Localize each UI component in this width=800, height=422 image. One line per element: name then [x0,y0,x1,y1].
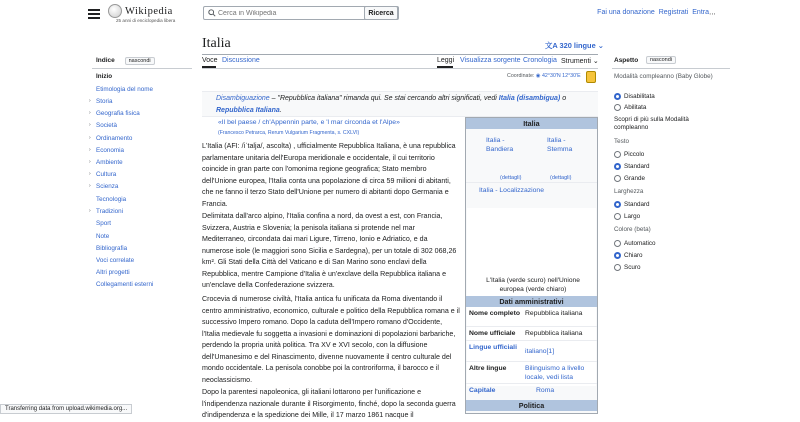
toc-item-label: Tradizioni [96,208,124,215]
birthday-enabled-radio[interactable] [614,104,621,111]
toc-item-label: Collegamenti esterni [96,281,154,288]
italian-language-link[interactable]: italiano[1] [525,348,555,355]
toc-item[interactable] [96,196,126,203]
logo-wordmark: Wikipedia [125,6,173,17]
toc-item[interactable] [89,122,118,129]
intro-paragraph-4: Dopo la parentesi napoleonica, gli italiani lottarono per l'unificazione e l'indipendenza nazionale durante il Risorgimento, finché, dopo la seconda guerra d'indipendenza e la spedizione dei Mille, il 17 marzo 1861 nacque il [202,388,456,419]
tab-visualizza-sorgente[interactable]: Visualizza sorgente [460,57,521,64]
birthday-disabled-radio[interactable] [614,93,621,100]
search-input[interactable] [218,8,366,18]
capital-link[interactable]: Capitale [469,387,496,394]
row-key: Nome completo [469,310,520,317]
coordinates-label: Coordinate: [507,73,535,79]
chevron-right-icon[interactable]: › [89,135,91,141]
color-label: Colore (beta) [614,226,651,233]
tab-strumenti[interactable] [561,57,599,65]
width-standard-radio[interactable] [614,201,621,208]
color-light-label: Chiaro [624,252,643,259]
login-link[interactable]: Entra [692,9,709,16]
text-standard-label: Standard [624,163,650,170]
birthday-enabled-label: Abilitata [624,104,647,111]
logo-tagline: 25 anni di enciclopedia libera [116,18,176,23]
epigraph-quote [218,118,400,138]
globe-logo-icon [108,4,122,18]
toc-hide-button[interactable]: nascondi [125,57,155,65]
language-icon: 文A [545,41,558,50]
toc-item[interactable] [96,269,130,276]
birthday-learn-more-link[interactable]: Scopri di più sulla Modalità compleanno [614,116,689,131]
row-key: Altre lingue [469,365,507,372]
hatnote-text: – "Repubblica italiana" rimanda qui. Se stai cercando altri significati, vedi [269,95,499,102]
toc-item[interactable] [89,159,123,166]
quote-line: «Il bel paese / ch'Appennin parte, e 'l mar circonda et l'Alpe» [218,119,400,126]
location-map-link[interactable]: Italia - Localizzazione [479,187,544,194]
flag-link[interactable]: Italia - Bandiera [486,137,514,153]
toc-item[interactable] [89,135,133,142]
toc-item-label: Sport [96,220,112,227]
chevron-right-icon[interactable]: › [89,122,91,128]
tab-voce[interactable]: Voce [202,57,218,64]
toc-item-label: Note [96,233,110,240]
main-menu-button[interactable] [88,9,100,19]
chevron-right-icon[interactable]: › [89,159,91,165]
quote-source: (Francesco Petrarca, Rerum Vulgarium Fragmenta, s. CXLVI) [218,130,360,136]
repubblica-italiana-link[interactable]: Repubblica Italiana [216,107,280,114]
create-account-link[interactable]: Registrati [658,9,689,16]
toc-item[interactable] [89,208,124,215]
appearance-hide-button[interactable]: nascondi [646,56,676,64]
toc-item[interactable] [96,73,112,80]
row-divider [466,383,597,384]
toc-item[interactable] [89,147,125,154]
intro-paragraph-1: L'Italia (AFI: /iˈtalja/, ascolta) , ufficialmente Repubblica Italiana, è una repubblica parlamentare unitaria dell'Europa meridionale e occidentale, il cui territorio coincide in gran parte con l'omonima regione geografica; Stato membro dell'Unione europea, l'Italia conta una popolazione di circa 59 milioni di abitanti, che ne fanno il terzo Stato dell'Unione per numero di abitanti dopo Germania e Francia. [202,142,456,208]
official-languages-link[interactable]: Lingue ufficiali [469,344,517,351]
infobox [465,117,598,414]
toc-item-label: Scienza [96,183,119,190]
color-dark-radio[interactable] [614,264,621,271]
row-divider [466,340,597,341]
bilingualism-link[interactable]: Bilinguismo a livello locale, vedi lista [525,365,585,381]
more-tools-icon[interactable]: ⋯ [709,11,716,18]
toc-item-label: Tecnologia [96,196,127,203]
coordinates-value: 42°30′N 12°30′E [541,73,581,79]
search-button[interactable]: Ricerca [364,6,398,20]
width-large-label: Largo [624,213,641,220]
toc-item[interactable] [89,98,113,105]
active-tab-indicator [202,66,216,68]
color-light-radio[interactable] [614,252,621,259]
infobox-title: Italia [466,118,597,129]
emblem-details-link[interactable]: (dettagli) [550,175,572,181]
donate-link[interactable]: Fai una donazione [597,9,655,16]
color-auto-label: Automatico [624,240,656,247]
personal-tools [595,9,709,16]
language-button[interactable] [545,40,604,51]
search-box [203,6,399,20]
chevron-right-icon[interactable]: › [89,110,91,116]
infobox-divider [466,182,597,183]
toc-item[interactable] [96,220,111,227]
row-value: Repubblica italiana [525,330,583,337]
toc-item-label: Voci correlate [96,257,135,264]
text-large-label: Grande [624,175,646,182]
hatnote [202,91,598,117]
toc-divider [92,68,192,69]
text-small-label: Piccolo [624,151,645,158]
text-standard-radio[interactable] [614,163,621,170]
birthday-disabled-label: Disabilitata [624,93,655,100]
hatnote-text-or: o [560,95,567,102]
chevron-right-icon[interactable]: › [89,208,91,214]
text-size-label: Testo [614,138,630,145]
toc-item[interactable] [96,245,127,252]
chevron-right-icon[interactable]: › [89,98,91,104]
intro-paragraph-3: Crocevia di numerose civiltà, l'Italia antica fu unificata da Roma diventando il centro amministrativo, economico, culturale e politico della Repubblica romana e il successivo Impero romano. Dopo la caduta dell'Impero romano d'Occidente, l'Italia medievale fu soggetta a invasioni e dominazioni di popolazioni barbariche, perdendo la propria unità politica. Tra XV e XVI secolo, con la diffusione dell'Umanesimo e del Rinascimento, divenne nuovamente il centro culturale del mondo occidentale. La penisola conobbe poi la controriforma, il barocco e il neoclassicismo. [202,295,460,384]
chevron-down-icon: ⌄ [592,58,599,65]
lock-icon[interactable] [586,71,596,83]
chevron-right-icon[interactable]: › [89,147,91,153]
toc-item[interactable] [89,110,140,117]
toc-item[interactable] [96,281,153,288]
title-divider [202,54,598,55]
language-count: 320 lingue [559,41,596,50]
toc-item-label: Bibliografia [96,245,128,252]
toc-item[interactable] [89,183,119,190]
toc-item-label: Ambiente [96,159,123,166]
admin-header: Dati amministrativi [466,296,597,307]
chevron-right-icon[interactable]: › [89,183,91,189]
page-title: Italia [202,36,231,51]
toc-item-label: Etimologia del nome [96,86,154,93]
text-large-radio[interactable] [614,175,621,182]
coordinates[interactable] [507,73,581,79]
toc-title [96,57,155,64]
tab-cronologia[interactable]: Cronologia [523,57,557,64]
toc-item-label: Inizio [96,73,113,80]
toc-item-label: Cultura [96,171,117,178]
tab-leggi[interactable]: Leggi [437,57,455,64]
tab-discussione[interactable]: Discussione [222,57,260,64]
chevron-right-icon[interactable]: › [89,171,91,177]
flag-details-link[interactable]: (dettagli) [500,175,522,181]
globe-icon: ◉ [535,73,541,79]
chevron-down-icon: ⌄ [597,41,604,50]
toc-item[interactable] [96,233,109,240]
text-small-radio[interactable] [614,151,621,158]
toc-item-label: Altri progetti [96,269,130,276]
hatnote-text-end: . [279,107,282,114]
toc-title-label: Indice [96,57,115,64]
disambiguation-link[interactable]: Disambiguazione [216,95,270,102]
row-divider [466,326,597,327]
width-large-radio[interactable] [614,213,621,220]
row-key: Nome ufficiale [469,330,516,337]
toc-item[interactable] [96,86,153,93]
color-dark-label: Scuro [624,264,641,271]
rome-link[interactable]: Roma [536,387,555,394]
toc-item[interactable] [89,171,117,178]
active-view-indicator [437,66,453,68]
intro-paragraph-2: Delimitata dall'arco alpino, l'Italia confina a nord, da ovest a est, con Francia, Svizzera, Austria e Slovenia; la penisola italiana si protende nel mar Mediterraneo, circondata dai mari Ligure, Tirreno, Ionio e Adriatico, e da numerose isole (le maggiori sono Sicilia e Sardegna), per un totale di 302 068,26 km². Gli Stati della Città del Vaticano e di San Marino sono enclavi della Repubblica, mentre Campione d'Italia è un'exclave della Repubblica italiana e un'enclave della Confederazione svizzera. [202,212,457,289]
toc-item-label: Società [96,122,118,129]
row-value: Repubblica italiana [525,310,583,317]
toc-item-label: Storia [96,98,113,105]
row-divider [466,361,597,362]
search-icon [208,9,216,17]
politics-header: Politica [466,400,597,411]
map-caption: L'Italia (verde scuro) nell'Unione europea (verde chiaro) [486,277,580,293]
color-auto-radio[interactable] [614,240,621,247]
italia-disambigua-link[interactable]: Italia (disambigua) [498,95,561,102]
toc-item[interactable] [96,257,134,264]
appearance-divider [612,68,730,69]
width-label: Larghezza [614,188,644,195]
emblem-link[interactable]: Italia - Stemma [547,137,573,153]
toc-item-label: Geografia fisica [96,110,140,117]
birthday-mode-label: Modalità compleanno (Baby Globe) [614,73,713,80]
toc-item-label: Economia [96,147,125,154]
toc-item-label: Ordinamento [96,135,133,142]
tab-strumenti-label: Strumenti [561,58,591,65]
browser-status-bar: Transferring data from upload.wikimedia.org... [0,404,132,414]
wikipedia-logo[interactable] [112,4,182,24]
tabs-divider [202,68,598,69]
width-standard-label: Standard [624,201,650,208]
appearance-title: Aspetto [614,57,639,64]
